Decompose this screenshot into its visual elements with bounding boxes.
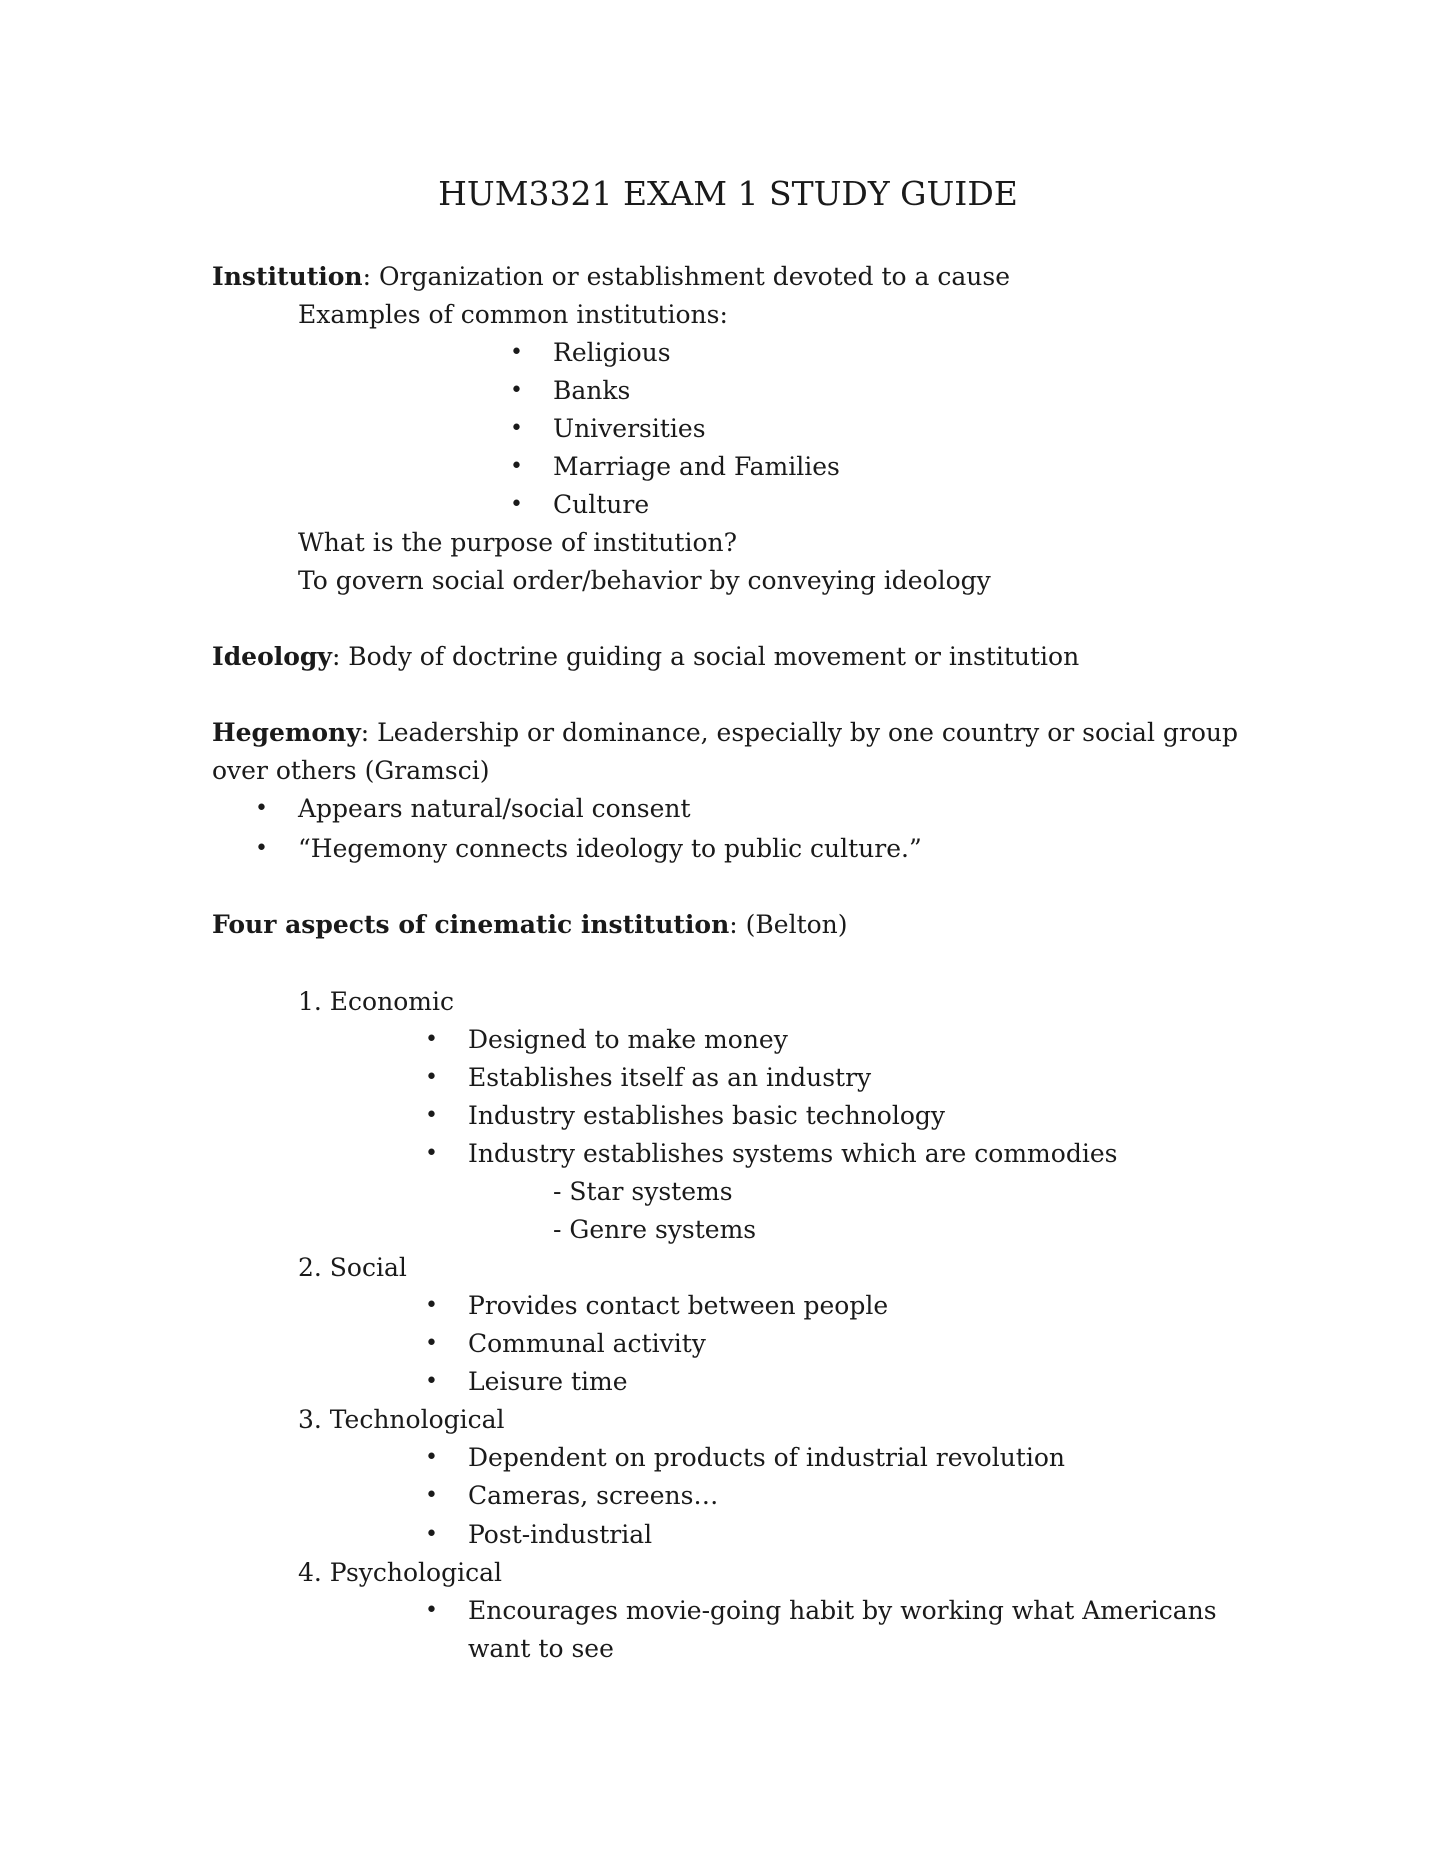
- list-item: Universities: [553, 414, 706, 443]
- institution-answer: To govern social order/behavior by conveying ideology: [298, 566, 991, 595]
- list-item: Industry establishes basic technology: [468, 1101, 946, 1130]
- cinematic-heading: [212, 906, 848, 944]
- sub-list-item: - Star systems: [553, 1177, 733, 1206]
- list-item: Establishes itself as an industry: [468, 1063, 872, 1092]
- cinematic-term: Four aspects of cinematic institution: [212, 910, 730, 939]
- list-item: Communal activity: [468, 1329, 706, 1358]
- aspect-label-technological: 3. Technological: [298, 1405, 505, 1434]
- list-item: Appears natural/social consent: [298, 794, 691, 823]
- hegemony-definition-text: : Leadership or dominance, especially by one country or social group: [360, 718, 1239, 747]
- aspect-label-psychological: 4. Psychological: [298, 1558, 503, 1587]
- list-item: Provides contact between people: [468, 1291, 889, 1320]
- ideology-definition: [212, 638, 1079, 676]
- hegemony-definition: [212, 714, 1238, 752]
- bullet-icon: •: [425, 1369, 438, 1394]
- list-item: Culture: [553, 490, 650, 519]
- list-item: Industry establishes systems which are commodies: [468, 1139, 1118, 1168]
- aspect-label-social: 2. Social: [298, 1253, 407, 1282]
- bullet-icon: •: [425, 1598, 438, 1623]
- bullet-icon: •: [425, 1522, 438, 1547]
- hegemony-term: Hegemony: [212, 718, 361, 747]
- bullet-icon: •: [425, 1445, 438, 1470]
- bullet-icon: •: [425, 1103, 438, 1128]
- aspect-label-economic: 1. Economic: [298, 987, 454, 1016]
- institution-examples-heading: Examples of common institutions:: [298, 300, 728, 329]
- sub-list-item: - Genre systems: [553, 1215, 757, 1244]
- ideology-term: Ideology: [212, 642, 332, 671]
- bullet-icon: •: [255, 836, 268, 861]
- bullet-icon: •: [425, 1027, 438, 1052]
- bullet-icon: •: [425, 1483, 438, 1508]
- bullet-icon: •: [510, 378, 523, 403]
- bullet-icon: •: [425, 1331, 438, 1356]
- list-item: Encourages movie-going habit by working what Americans: [468, 1596, 1217, 1625]
- list-item: Marriage and Families: [553, 452, 840, 481]
- list-item: Post-industrial: [468, 1520, 653, 1549]
- list-item: Designed to make money: [468, 1025, 788, 1054]
- hegemony-definition-continued: over others (Gramsci): [212, 756, 490, 785]
- list-item: Religious: [553, 338, 671, 367]
- bullet-icon: •: [425, 1065, 438, 1090]
- institution-question: What is the purpose of institution?: [298, 528, 738, 557]
- list-item: Dependent on products of industrial revolution: [468, 1443, 1065, 1472]
- bullet-icon: •: [510, 454, 523, 479]
- bullet-icon: •: [255, 796, 268, 821]
- institution-definition-text: : Organization or establishment devoted to a cause: [362, 262, 1011, 291]
- bullet-icon: •: [510, 340, 523, 365]
- list-item-continuation: want to see: [468, 1634, 614, 1663]
- bullet-icon: •: [425, 1293, 438, 1318]
- bullet-icon: •: [425, 1141, 438, 1166]
- cinematic-source: : (Belton): [729, 910, 848, 939]
- page-title: HUM3321 EXAM 1 STUDY GUIDE: [438, 174, 1018, 213]
- ideology-definition-text: : Body of doctrine guiding a social movement or institution: [331, 642, 1080, 671]
- institution-definition: [212, 258, 1010, 296]
- list-item: Cameras, screens…: [468, 1481, 719, 1510]
- list-item: Banks: [553, 376, 631, 405]
- bullet-icon: •: [510, 416, 523, 441]
- list-item: “Hegemony connects ideology to public culture.”: [298, 834, 922, 863]
- bullet-icon: •: [510, 492, 523, 517]
- institution-term: Institution: [212, 262, 363, 291]
- list-item: Leisure time: [468, 1367, 628, 1396]
